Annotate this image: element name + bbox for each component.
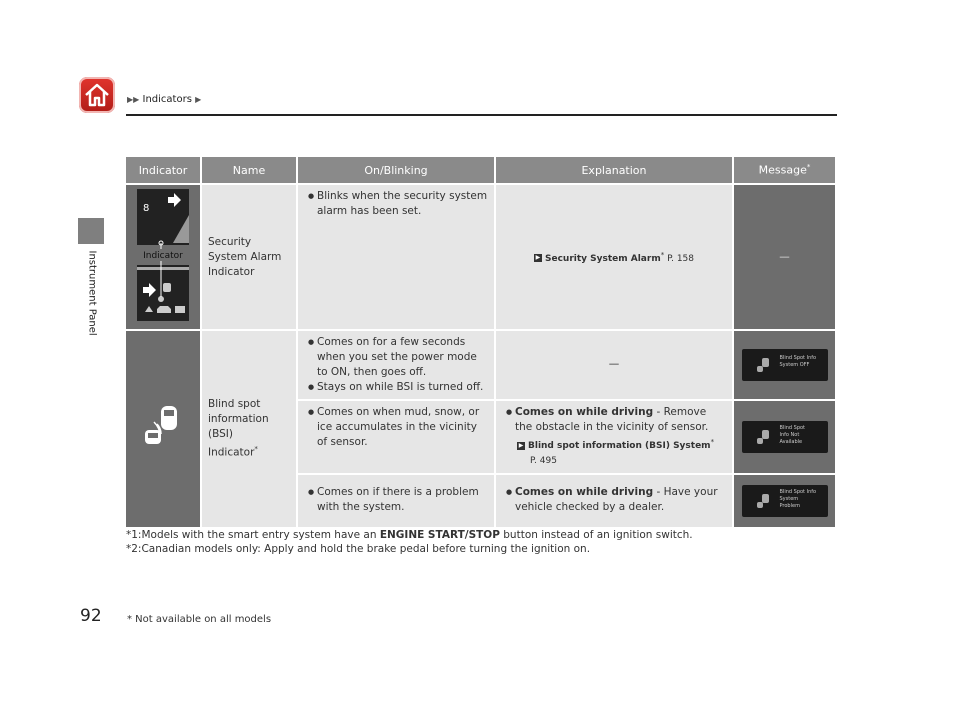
bsi-indicator-cell xyxy=(126,331,202,529)
note-1 xyxy=(126,528,693,542)
bsi-b-onblink-cell xyxy=(298,401,496,475)
blind-spot-icon xyxy=(756,429,770,445)
note-2: *2:Canadian models only: Apply and hold the brake pedal before turning the ignition on. xyxy=(126,543,591,555)
bsi-name-line: information (BSI) xyxy=(208,413,269,441)
section-tab-marker xyxy=(78,218,104,244)
xref-title: Security System Alarm xyxy=(544,253,661,264)
breadcrumb-arrow-icon: ▶ xyxy=(195,95,202,104)
security-xref-link[interactable] xyxy=(534,250,695,264)
security-indicator-cell xyxy=(126,185,202,331)
breadcrumb[interactable] xyxy=(127,94,201,105)
bsi-b-explanation-cell xyxy=(496,401,734,475)
bsi-b-message-cell xyxy=(734,401,837,475)
message-text: Blind Spot Info System OFF xyxy=(779,355,817,368)
bsi-name-line: Indicator xyxy=(208,446,255,459)
header-indicator: Indicator xyxy=(126,157,202,185)
header-onblinking: On/Blinking xyxy=(298,157,496,185)
header-explanation: Explanation xyxy=(496,157,734,185)
header-name: Name xyxy=(202,157,298,185)
bsi-name-cell xyxy=(202,331,298,529)
message-display xyxy=(742,349,828,381)
blind-spot-icon xyxy=(143,402,183,452)
list-item: ● Comes on when mud, snow, or ice accumulates in the vicinity of sensor. xyxy=(308,405,488,450)
explanation-text: - Remove the obstacle in the vicinity of sensor. xyxy=(515,406,709,433)
message-text: Blind Spot Info Not Available xyxy=(779,425,806,445)
home-icon xyxy=(83,81,111,109)
xref-sup: * xyxy=(710,438,715,446)
list-item xyxy=(506,485,726,515)
bsi-name-line: Blind spot xyxy=(208,398,261,411)
note-bold: ENGINE START/STOP xyxy=(379,529,500,541)
security-name: Security System Alarm Indicator xyxy=(208,235,282,278)
list-item: ● Stays on while BSI is turned off. xyxy=(308,380,488,395)
breadcrumb-arrow-icon: ▶▶ xyxy=(127,95,140,104)
breadcrumb-label: Indicators xyxy=(142,94,192,105)
table-notes xyxy=(126,528,693,556)
table-row xyxy=(126,185,837,331)
list-item: ● Blinks when the security system alarm has been set. xyxy=(308,189,488,219)
note-text: *1:Models with the smart entry system have an xyxy=(126,529,380,541)
header-message-label: Message xyxy=(758,163,807,177)
sidebar-label: Instrument Panel xyxy=(86,250,98,336)
message-display xyxy=(742,421,828,453)
security-indicator-icon xyxy=(135,187,191,323)
bold-lead: Comes on while driving xyxy=(515,486,654,498)
indicator-table xyxy=(126,157,837,529)
header-message xyxy=(734,157,837,185)
xref-page: P. 495 xyxy=(530,456,557,466)
xref-arrow-icon: ▶ xyxy=(535,254,541,261)
bsi-a-explanation-cell xyxy=(496,331,734,401)
list-item xyxy=(506,405,726,435)
sidebar-section xyxy=(85,252,99,342)
bsi-c-explanation-cell xyxy=(496,475,734,529)
bsi-c-onblink-cell xyxy=(298,475,496,529)
bsi-xref-link[interactable] xyxy=(502,435,726,469)
header-message-sup: * xyxy=(806,163,811,172)
indicator-callout-label: Indicator xyxy=(143,250,183,261)
table-row xyxy=(126,331,837,401)
header-rule xyxy=(126,114,837,116)
security-name-cell xyxy=(202,185,298,331)
message-display xyxy=(742,485,828,517)
bsi-name-sup: * xyxy=(254,445,258,454)
table-header-row xyxy=(126,157,837,185)
xref-page: P. 158 xyxy=(667,253,695,264)
xref-arrow-icon: ▶ xyxy=(518,441,524,449)
xref-sup: * xyxy=(660,250,665,259)
security-explanation-cell xyxy=(496,185,734,331)
security-message: — xyxy=(779,250,790,263)
blind-spot-icon xyxy=(756,493,770,509)
explanation-text: - Have your vehicle checked by a dealer. xyxy=(515,486,718,513)
page-number: 92 xyxy=(80,606,102,626)
availability-footnote: * Not available on all models xyxy=(127,614,272,625)
message-text: Blind Spot Info System Problem xyxy=(779,489,817,509)
home-button[interactable] xyxy=(79,77,115,113)
bsi-a-message-cell xyxy=(734,331,837,401)
bold-lead: Comes on while driving xyxy=(515,406,654,418)
bsi-a-explanation: — xyxy=(608,358,620,370)
security-onblink-cell xyxy=(298,185,496,331)
svg-text:8: 8 xyxy=(143,202,150,214)
note-text: button instead of an ignition switch. xyxy=(499,529,693,541)
blind-spot-icon xyxy=(756,357,770,373)
bsi-c-message-cell xyxy=(734,475,837,529)
list-item: ● Comes on for a few seconds when you set the power mode to ON, then goes off. xyxy=(308,335,488,380)
security-message-cell xyxy=(734,185,837,331)
bsi-a-onblink-cell xyxy=(298,331,496,401)
xref-title: Blind spot information (BSI) System xyxy=(528,441,711,451)
list-item: ● Comes on if there is a problem with the system. xyxy=(308,485,488,515)
